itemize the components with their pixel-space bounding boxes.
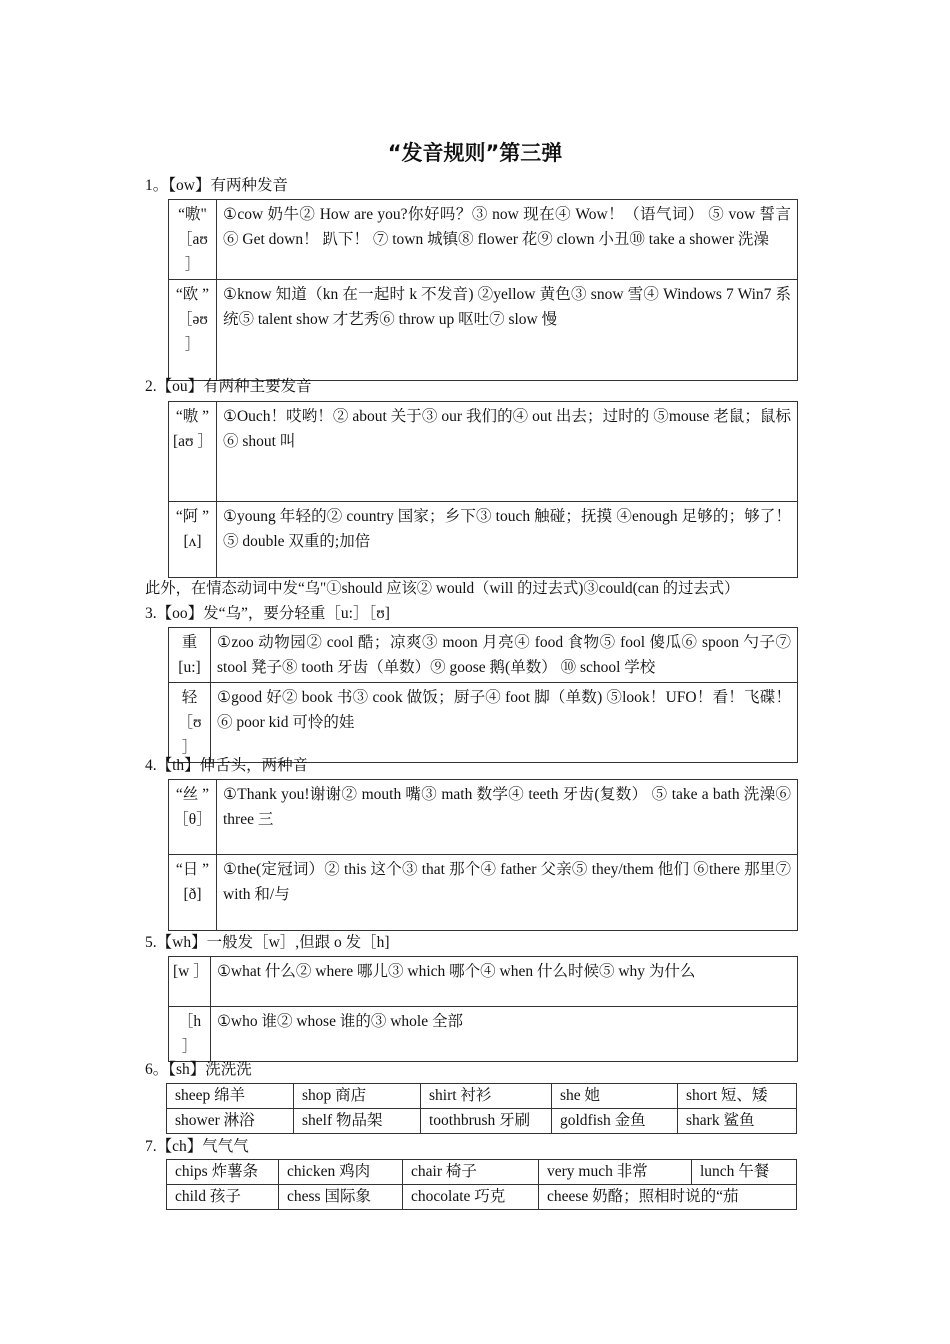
phonetic-label: [w ］ (169, 957, 211, 1007)
word-cell: chocolate 巧克 (403, 1185, 539, 1210)
phonetic-label: “嗷 ” [aʊ ］ (169, 402, 217, 502)
section-heading-sh: 6。【sh】洗洗洗 (145, 1061, 252, 1078)
table-row (167, 1160, 797, 1185)
modal-verb-note: 此外，在情态动词中发“乌"①should 应该② would（will 的过去式)③could(can 的过去式） (145, 580, 740, 597)
word-cell: sheep 绵羊 (167, 1084, 294, 1109)
table-th (168, 779, 798, 931)
word-cell: chair 椅子 (403, 1160, 539, 1185)
table-ow (168, 199, 798, 381)
table-row (169, 957, 798, 1007)
example-words: ①who 谁② whose 谁的③ whole 全部 (211, 1007, 798, 1062)
example-words: ①good 好② book 书③ cook 做饭；厨子④ foot 脚（单数) ⑤look！UFO！看！飞碟！⑥ poor kid 可怜的娃 (211, 683, 798, 763)
word-cell: lunch 午餐 (692, 1160, 797, 1185)
table-ch (166, 1159, 797, 1210)
section-heading-ou: 2.【ou】有两种主要发音 (145, 378, 312, 395)
section-heading-ow: 1。【ow】有两种发音 (145, 177, 288, 194)
example-words: ①what 什么② where 哪儿③ which 哪个④ when 什么时候⑤ why 为什么 (211, 957, 798, 1007)
phonetic-label: “日 ” [ð] (169, 855, 217, 931)
phonetic-label: “阿 ” [ʌ] (169, 502, 217, 578)
word-cell: chips 炸薯条 (167, 1160, 279, 1185)
example-words: ①Ouch！哎哟！② about 关于③ our 我们的④ out 出去；过时的 ⑤mouse 老鼠；鼠标⑥ shout 叫 (217, 402, 798, 502)
phonetic-label: ［h ］ (169, 1007, 211, 1062)
word-cell: shelf 物品架 (294, 1109, 421, 1134)
example-words: ①Thank you!谢谢② mouth 嘴③ math 数学④ teeth 牙齿(复数） ⑤ take a bath 洗澡⑥ three 三 (217, 780, 798, 855)
table-row (169, 502, 798, 578)
word-cell: shark 鲨鱼 (678, 1109, 797, 1134)
word-cell: short 短、矮 (678, 1084, 797, 1109)
table-sh (166, 1083, 797, 1134)
table-row (169, 683, 798, 763)
table-ou (168, 401, 798, 578)
table-row (169, 628, 798, 683)
table-row (169, 1007, 798, 1062)
word-cell: chess 国际象 (279, 1185, 403, 1210)
word-cell: toothbrush 牙刷 (421, 1109, 552, 1134)
phonetic-label: “丝 ” ［θ］ (169, 780, 217, 855)
section-heading-ch: 7.【ch】气气气 (145, 1138, 249, 1155)
word-cell: very much 非常 (539, 1160, 692, 1185)
example-words: ①know 知道（kn 在一起时 k 不发音) ②yellow 黄色③ snow 雪④ Windows 7 Win7 系统⑤ talent show 才艺秀⑥ throw up 呕吐⑦ slow 慢 (217, 280, 798, 381)
table-oo (168, 627, 798, 763)
word-cell: chicken 鸡肉 (279, 1160, 403, 1185)
example-words: ①young 年轻的② country 国家；乡下③ touch 触碰；抚摸 ④enough 足够的；够了！⑤ double 双重的;加倍 (217, 502, 798, 578)
example-words: ①cow 奶牛② How are you?你好吗？③ now 现在④ Wow！（语气词） ⑤ vow 誓言⑥ Get down！ 趴下！ ⑦ town 城镇⑧ flower 花⑨ clown 小丑⑩ take a shower 洗澡 (217, 200, 798, 280)
section-heading-wh: 5.【wh】一般发［w］,但跟 o 发［h] (145, 934, 390, 951)
phonetic-label: 重 [u:] (169, 628, 211, 683)
page-title: “发音规则”第三弹 (387, 141, 563, 165)
section-heading-th: 4.【th】伸舌头，两种音 (145, 757, 309, 774)
phonetic-label: 轻 ［ʊ ］ (169, 683, 211, 763)
word-cell: cheese 奶酪；照相时说的“茄 (539, 1185, 797, 1210)
example-words: ①zoo 动物园② cool 酷；凉爽③ moon 月亮④ food 食物⑤ fool 傻瓜⑥ spoon 勺子⑦ stool 凳子⑧ tooth 牙齿（单数）⑨ goose 鹅(单数） ⑩ school 学校 (211, 628, 798, 683)
word-cell: shirt 衬衫 (421, 1084, 552, 1109)
table-row (169, 200, 798, 280)
table-row (167, 1185, 797, 1210)
table-row (167, 1109, 797, 1134)
table-row (167, 1084, 797, 1109)
table-row (169, 402, 798, 502)
word-cell: shower 淋浴 (167, 1109, 294, 1134)
example-words: ①the(定冠词）② this 这个③ that 那个④ father 父亲⑤ they/them 他们 ⑥there 那里⑦ with 和/与 (217, 855, 798, 931)
phonetic-label: “嗷" ［aʊ ］ (169, 200, 217, 280)
section-heading-oo: 3.【oo】发“乌”，要分轻重［u:］［ʊ] (145, 605, 390, 622)
table-wh (168, 956, 798, 1062)
table-row (169, 280, 798, 381)
word-cell: she 她 (552, 1084, 678, 1109)
word-cell: goldfish 金鱼 (552, 1109, 678, 1134)
word-cell: shop 商店 (294, 1084, 421, 1109)
table-row (169, 855, 798, 931)
table-row (169, 780, 798, 855)
phonetic-label: “欧 ” ［əʊ ］ (169, 280, 217, 381)
word-cell: child 孩子 (167, 1185, 279, 1210)
